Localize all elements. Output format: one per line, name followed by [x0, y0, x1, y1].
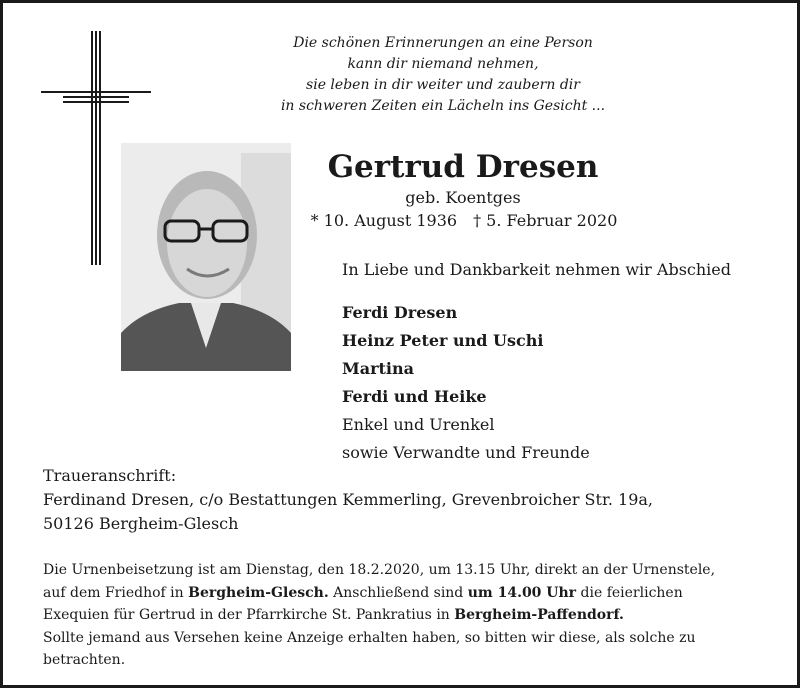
farewell-line: In Liebe und Dankbarkeit nehmen wir Abschied: [342, 260, 732, 279]
notice-text: die feierlichen: [576, 584, 683, 601]
poem-line: Die schönen Erinnerungen an eine Person: [293, 35, 593, 51]
notice-line: Sollte jemand aus Versehen keine Anzeige erhalten haben, so bitten wir diese, als solche zu: [43, 629, 696, 646]
notice-line: [43, 604, 773, 627]
deceased-name: Gertrud Dresen: [327, 149, 599, 185]
poem-line: in schweren Zeiten ein Lächeln ins Gesicht ...: [280, 98, 606, 114]
mourner-name: Martina: [342, 359, 414, 378]
mourner-group: sowie Verwandte und Freunde: [342, 443, 590, 462]
mourning-address: [43, 464, 653, 536]
mourner-name: Ferdi und Heike: [342, 387, 487, 406]
mourner-name: Heinz Peter und Uschi: [342, 331, 544, 350]
ceremony-notice: [43, 559, 773, 672]
notice-text: Exequien für Gertrud in der Pfarrkirche St. Pankratius in: [43, 607, 455, 623]
notice-text: Anschließend sind: [328, 584, 468, 601]
notice-line: betrachten.: [43, 652, 126, 668]
address-line: 50126 Bergheim-Glesch: [43, 514, 239, 533]
death-date: † 5. Februar 2020: [473, 211, 618, 230]
poem-line: kann dir niemand nehmen,: [347, 56, 539, 72]
church-location: Bergheim-Paffendorf.: [454, 607, 624, 623]
poem-line: sie leben in dir weiter und zaubern dir: [306, 77, 580, 93]
cemetery-location: Bergheim-Glesch.: [188, 584, 329, 601]
birth-date: * 10. August 1936: [310, 211, 458, 230]
notice-text: auf dem Friedhof in: [43, 584, 189, 601]
memorial-poem: [263, 33, 623, 117]
portrait-photo: [121, 143, 291, 371]
mourner-group: Enkel und Urenkel: [342, 415, 495, 434]
mourners-list: [342, 299, 590, 467]
notice-line: Die Urnenbeisetzung ist am Dienstag, den 18.2.2020, um 13.15 Uhr, direkt an der Urnenstele,: [43, 562, 716, 578]
mass-time: um 14.00 Uhr: [467, 584, 577, 601]
mourner-name: Ferdi Dresen: [342, 303, 458, 322]
address-line: Ferdinand Dresen, c/o Bestattungen Kemmerling, Grevenbroicher Str. 19a,: [43, 490, 653, 509]
life-dates: [299, 211, 629, 231]
address-heading: Traueranschrift:: [43, 466, 177, 485]
birth-name: geb. Koentges: [405, 188, 521, 207]
notice-line: [43, 582, 773, 605]
